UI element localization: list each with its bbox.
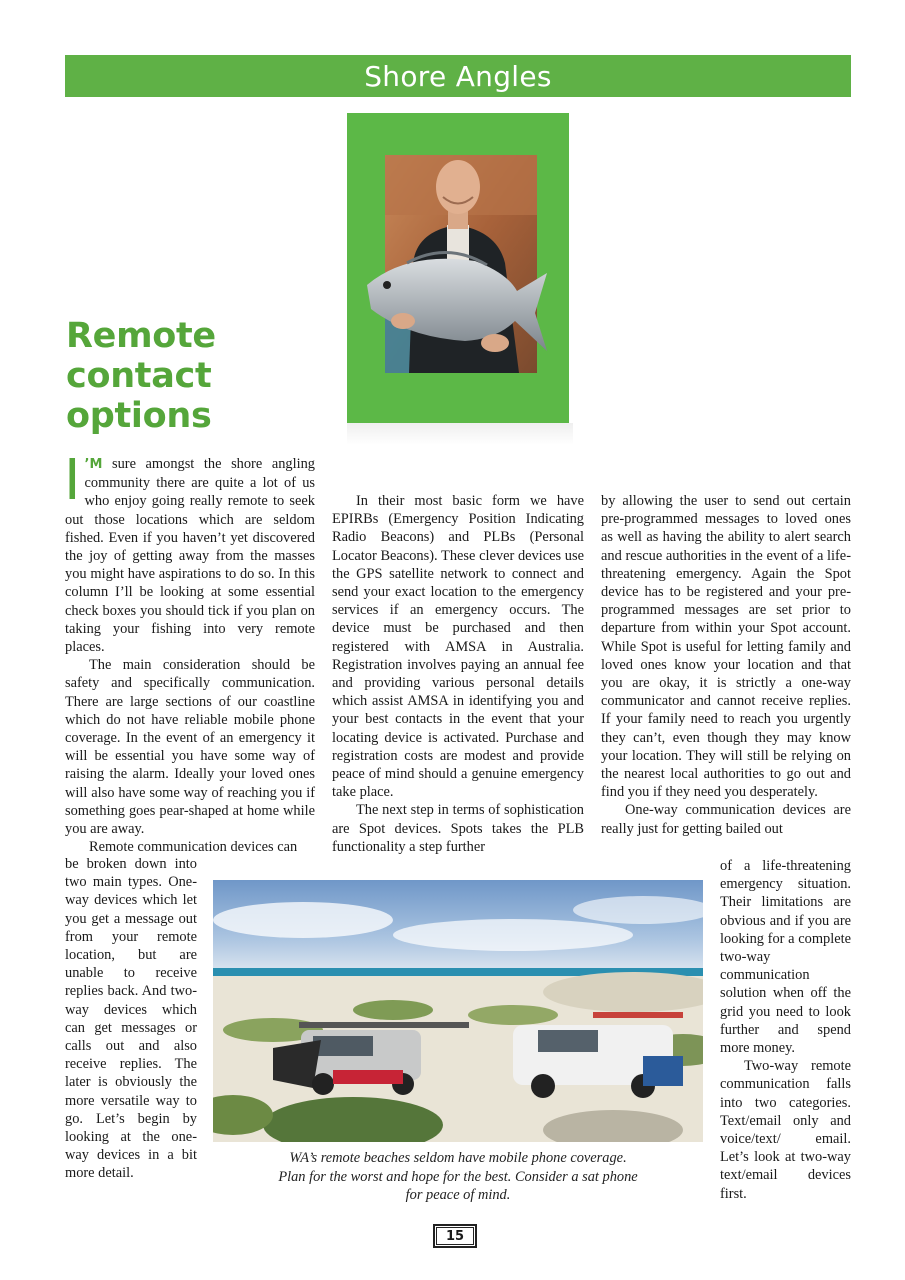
paragraph-spot-continued: by allowing the user to send out certain pre-programmed messages to loved ones as well as having the ability to alert search and rescue authorities in the event of a life-threatening emergency. Again the Spot device has to be registered and your pre-programmed messages are set prior to departure from within your Spot account. While Spot is useful for letting family and loved ones know your location and that you are okay, it is strictly a one-way communicator and cannot receive replies. If your family need to reach you urgently they can’t, even though they may know your location. They will still be relying on the nearest local authorities to go out and find you if they need you desperately. bbox=[601, 493, 851, 801]
paragraph-devices-start: Remote communication devices can bbox=[89, 839, 298, 856]
caption-line-3: for peace of mind. bbox=[405, 1187, 511, 1203]
column-3-bottom bbox=[720, 857, 851, 1203]
photo-shadow bbox=[347, 423, 573, 445]
column-1-bottom bbox=[65, 855, 197, 1183]
paragraph-safety: The main consideration should be safety and specifically communication. There are large sections of our coastline which do not have reliable mobile phone coverage. In the event of an emergency it will be essential you have some way of raising the alarm. Ideally your loved ones will also have some way of reaching you if something goes pear-shaped at home while you are away. bbox=[65, 657, 315, 838]
paragraph-one-way-continued: of a life-threatening emergency situation. Their limitations are obvious and if you are looking for a complete two-way communication solution when off the grid you need to look further and spend more money. bbox=[720, 858, 851, 1057]
paragraph-two-way: Two-way remote communication falls into two categories. Text/email only and voice/text/ email. Let’s look at two-way text/email devices first. bbox=[720, 1058, 851, 1202]
lead-in: ’M bbox=[84, 457, 103, 472]
intro-text: sure amongst the shore angling community there are quite a lot of us who enjoy going really remote to seek out those locations which are seldom fished. Even if you haven’t yet discovered the joy of getting away from the masses you might have aspirations to do so. In this column I’ll be looking at some essential check boxes you should tick if you plan on taking your fishing into very remote places. bbox=[65, 456, 315, 656]
section-banner: Shore Angles bbox=[65, 55, 851, 97]
column-2 bbox=[332, 492, 584, 856]
page-number bbox=[433, 1224, 477, 1248]
column-3-top bbox=[601, 492, 851, 838]
caption-line-1: WA’s remote beaches seldom have mobile phone coverage. bbox=[289, 1150, 627, 1166]
caption-line-2: Plan for the worst and hope for the best. Consider a sat phone bbox=[278, 1168, 638, 1185]
beach-camp-photo bbox=[213, 880, 703, 1142]
paragraph-epirb: In their most basic form we have EPIRBs (Emergency Position Indicating Radio Beacons) and PLBs (Personal Locator Beacons). These clever devices use the GPS satellite network to connect and send your exact location to the emergency services if an emergency occurs. The device must be purchased and then registered with AMSA in Australia. Registration involves paying an annual fee and providing various personal details which assist AMSA in identifying you and your best contacts in the event that your locating device is activated. Purchase and registration costs are modest and provide peace of mind should a genuine emergency take place. bbox=[332, 493, 584, 801]
author-portrait-photo bbox=[347, 113, 569, 423]
page-number-value: 15 bbox=[436, 1227, 474, 1245]
paragraph-one-way-start: One-way communication devices are really just for getting bailed out bbox=[601, 802, 851, 837]
column-1-top bbox=[64, 448, 315, 856]
paragraph-devices-continued: be broken down into two main types. One-way devices which let you get a message out from your remote location, but are unable to receive replies back. And two-way devices which can get messages or calls out and also receive replies. The later is obviously the more versatile way to go. Let’s begin by looking at the one-way devices in a bit more detail. bbox=[65, 856, 197, 1182]
intro-paragraph bbox=[64, 448, 315, 656]
angler-portrait-illustration bbox=[347, 113, 569, 423]
beach-camp-illustration bbox=[213, 880, 703, 1142]
photo-caption bbox=[240, 1149, 676, 1205]
article-headline: Remote contact options bbox=[66, 316, 216, 436]
paragraph-spot: The next step in terms of sophistication are Spot devices. Spots takes the PLB functionality a step further bbox=[332, 802, 584, 855]
drop-cap: I bbox=[64, 448, 81, 513]
